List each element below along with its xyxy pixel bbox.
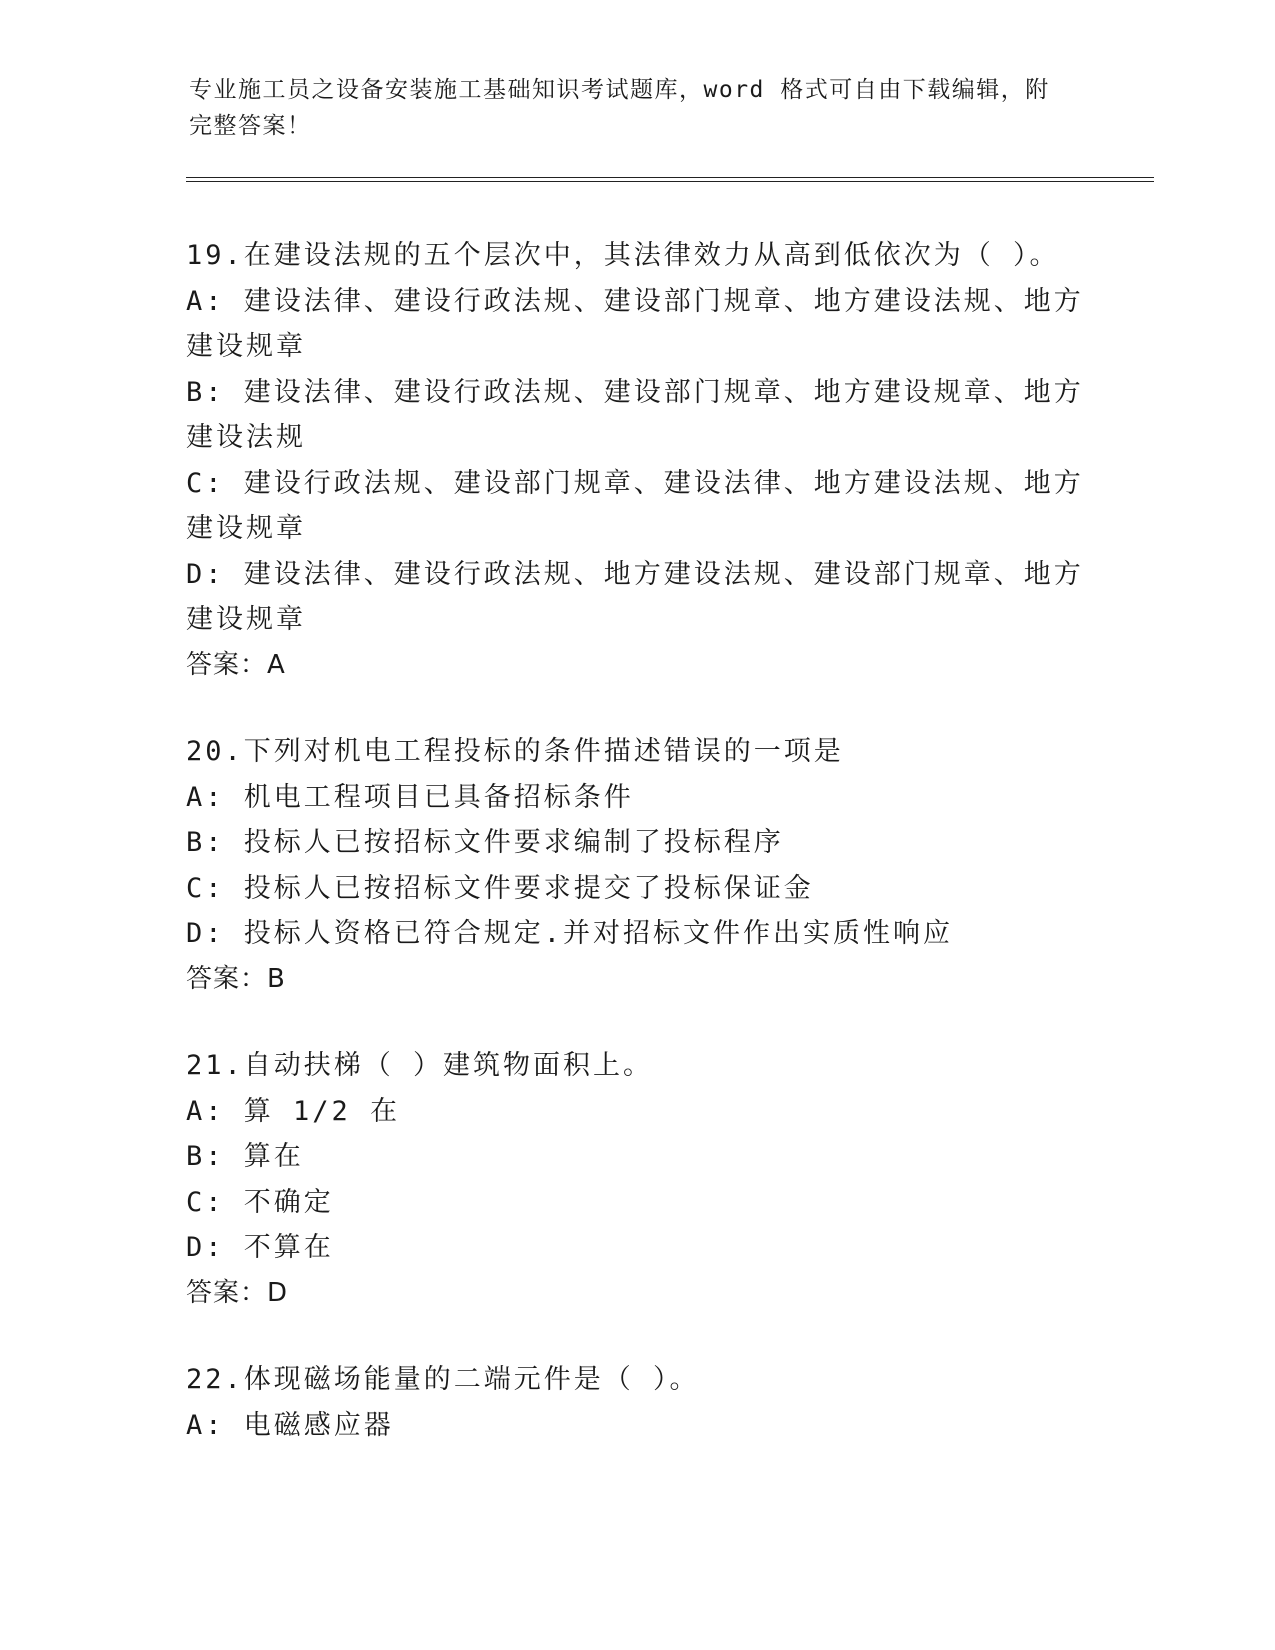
- question-stem: 21.自动扶梯（ ）建筑物面积上。: [186, 1050, 654, 1081]
- option-d: D: 建设法律、建设行政法规、地方建设法规、建设部门规章、地方建设规章: [186, 558, 1084, 635]
- question-stem: 19.在建设法规的五个层次中，其法律效力从高到低依次为（ ）。: [186, 240, 1060, 271]
- option-a: A: 建设法律、建设行政法规、建设部门规章、地方建设法规、地方建设规章: [186, 285, 1084, 362]
- option-b: B: 建设法律、建设行政法规、建设部门规章、地方建设规章、地方建设法规: [186, 376, 1084, 453]
- document-header: 专业施工员之设备安装施工基础知识考试题库，word 格式可自由下载编辑，附完整答案！: [189, 77, 1050, 139]
- option-c: C: 投标人已按招标文件要求提交了投标保证金: [186, 872, 814, 904]
- option-a: A: 算 1/2 在: [186, 1095, 401, 1127]
- question-list: [186, 233, 1086, 1489]
- option-d: D: 投标人资格已符合规定.并对招标文件作出实质性响应: [186, 918, 954, 949]
- question-22: [186, 1357, 1086, 1448]
- option-c: C: 建设行政法规、建设部门规章、建设法律、地方建设法规、地方建设规章: [186, 467, 1084, 544]
- option-a: A: 电磁感应器: [186, 1409, 394, 1441]
- answer: 答案：B: [186, 963, 286, 994]
- option-b: B: 算在: [186, 1141, 304, 1172]
- option-c: C: 不确定: [186, 1186, 334, 1218]
- answer: 答案：D: [186, 1277, 289, 1308]
- header-divider: [186, 177, 1154, 182]
- answer: 答案：A: [186, 649, 286, 680]
- option-b: B: 投标人已按招标文件要求编制了投标程序: [186, 827, 784, 858]
- question-19: [186, 233, 1086, 688]
- question-20: [186, 729, 1086, 1002]
- option-d: D: 不算在: [186, 1232, 334, 1263]
- question-21: [186, 1043, 1086, 1316]
- question-stem: 22.体现磁场能量的二端元件是（ ）。: [186, 1364, 700, 1395]
- option-a: A: 机电工程项目已具备招标条件: [186, 781, 634, 813]
- question-stem: 20.下列对机电工程投标的条件描述错误的一项是: [186, 736, 844, 767]
